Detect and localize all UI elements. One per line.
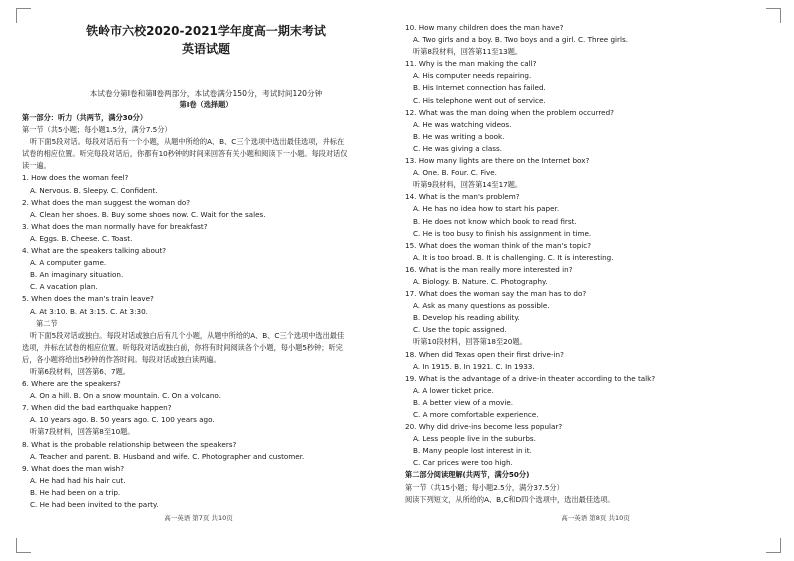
material-10: 听第10段材料，回答第18至20题。 — [413, 337, 527, 347]
question-4: 4. What are the speakers talking about? — [22, 246, 167, 256]
option-17b: B. Develop his reading ability. — [413, 313, 520, 323]
question-1: 1. How does the woman feel? — [22, 173, 129, 183]
question-8: 8. What is the probable relationship between the speakers? — [22, 439, 237, 449]
option-20b: B. Many people lost interest in it. — [413, 446, 532, 456]
option-17c: C. Use the topic assigned. — [413, 325, 507, 335]
part2-heading: 第二部分阅读理解(共两节，满分50分) — [405, 470, 530, 480]
question-16: 16. What is the man really more interested in? — [405, 264, 573, 274]
options-18: A. In 1915. B. In 1921. C. In 1933. — [413, 361, 535, 371]
question-14: 14. What is the man's problem? — [405, 192, 520, 202]
page-footer: 高一英语 第7页 共10页 — [164, 514, 233, 522]
left-column — [22, 22, 390, 511]
question-15: 15. What does the woman think of the man's topic? — [405, 240, 592, 250]
option-12c: C. He was giving a class. — [413, 143, 503, 153]
option-14a: A. He has no idea how to start his paper. — [413, 204, 560, 214]
section1-instruction: 读一遍。 — [22, 161, 51, 171]
option-9c: C. He had been invited to the party. — [30, 500, 159, 509]
question-20: 20. Why did drive-ins become less popular? — [405, 422, 563, 432]
options-7: A. 10 years ago. B. 50 years ago. C. 100 years ago. — [30, 415, 215, 425]
option-11c: C. His telephone went out of service. — [413, 95, 546, 105]
options-6: A. On a hill. B. On a snow mountain. C. On a volcano. — [30, 391, 221, 401]
material-6: 听第6段材料，回答第6、7题。 — [30, 366, 130, 376]
question-13: 13. How many lights are there on the Internet box? — [405, 156, 590, 166]
option-4b: B. An imaginary situation. — [30, 270, 124, 280]
question-5: 5. When does the man's train leave? — [22, 294, 154, 304]
option-14c: C. He is too busy to finish his assignment in time. — [413, 228, 592, 238]
question-18: 18. When did Texas open their first drive-in? — [405, 349, 564, 359]
option-20a: A. Less people live in the suburbs. — [413, 434, 536, 444]
options-13: A. One. B. Four. C. Five. — [413, 168, 497, 178]
question-6: 6. Where are the speakers? — [22, 379, 121, 389]
option-17a: A. Ask as many questions as possible. — [413, 301, 550, 311]
section2-instruction: 选项，并标在试卷的相应位置。听每段对话或独白前，你将有时间阅读各个小题，每小题5秒钟；听完 — [22, 342, 343, 352]
option-19a: A. A lower ticket price. — [413, 385, 494, 395]
question-9: 9. What does the man wish? — [22, 463, 125, 473]
question-11: 11. Why is the man making the call? — [405, 59, 537, 69]
right-column — [405, 22, 775, 506]
question-19: 19. What is the advantage of a drive-in theater according to the talk? — [405, 373, 656, 383]
options-1: A. Nervous. B. Sleepy. C. Confident. — [30, 185, 158, 195]
material-9: 听第9段材料，回答第14至17题。 — [413, 180, 523, 190]
options-2: A. Clean her shoes. B. Buy some shoes now. C. Wait for the sales. — [30, 209, 266, 219]
question-7: 7. When did the bad earthquake happen? — [22, 403, 172, 413]
options-16: A. Biology. B. Nature. C. Photography. — [413, 276, 548, 286]
question-10: 10. How many children does the man have? — [405, 23, 564, 32]
part1-heading: 第一部分：听力（共两节，满分30分） — [22, 113, 148, 122]
page-8 — [397, 0, 794, 561]
exam-title: 铁岭市六校2020-2021学年度高一期末考试 — [86, 24, 326, 38]
volume-heading: 第Ⅰ卷（选择题） — [179, 100, 233, 109]
option-11a: A. His computer needs repairing. — [413, 71, 532, 81]
option-9b: B. He had been on a trip. — [30, 487, 121, 497]
option-12b: B. He was writing a book. — [413, 131, 505, 141]
options-10: A. Two girls and a boy. B. Two boys and a girl. C. Three girls. — [413, 35, 628, 45]
section2-heading: 第二节 — [36, 318, 58, 328]
option-4a: A. A computer game. — [30, 258, 107, 268]
options-5: A. At 3:10. B. At 3:15. C. At 3:30. — [30, 306, 148, 316]
option-9a: A. He had had his hair cut. — [30, 475, 126, 485]
question-2: 2. What does the man suggest the woman do? — [22, 197, 191, 207]
option-14b: B. He does not know which book to read first. — [413, 216, 577, 226]
options-15: A. It is too broad. B. It is challenging. C. It is interesting. — [413, 252, 614, 262]
question-17: 17. What does the woman say the man has to do? — [405, 289, 587, 299]
option-20c: C. Car prices were too high. — [413, 458, 513, 468]
exam-subject: 英语试题 — [181, 42, 230, 56]
option-19b: B. A better view of a movie. — [413, 397, 514, 407]
question-3: 3. What does the man normally have for breakfast? — [22, 221, 208, 231]
option-19c: C. A more comfortable experience. — [413, 410, 539, 419]
section2-instruction: 听下面5段对话或独白。每段对话或独白后有几个小题，从题中所给的A、B、C三个选项中选出最佳 — [30, 330, 345, 340]
section1-instruction: 听下面5段对话。每段对话后有一个小题，从题中所给的A、B、C三个选项中选出最佳选项，并标在 — [30, 137, 345, 147]
option-4c: C. A vacation plan. — [30, 282, 98, 292]
options-3: A. Eggs. B. Cheese. C. Toast. — [30, 233, 133, 243]
options-8: A. Teacher and parent. B. Husband and wife. C. Photographer and customer. — [30, 451, 305, 461]
exam-intro: 本试卷分第Ⅰ卷和第Ⅱ卷两部分，本试卷满分150分，考试时间120分钟 — [89, 89, 323, 98]
part2-section1-heading: 第一节（共15小题；每小题2.5分，满分37.5分） — [405, 482, 564, 492]
question-12: 12. What was the man doing when the problem occurred? — [405, 107, 614, 117]
section2-instruction: 后，各小题将给出5秒钟的作答时间。每段对话或独白读两遍。 — [22, 354, 221, 364]
section1-heading: 第一节（共5小题；每小题1.5分，满分7.5分） — [22, 125, 172, 135]
material-8: 听第8段材料，回答第11至13题。 — [413, 47, 523, 57]
section1-instruction: 试卷的相应位置。听完每段对话后，你都有10秒钟的时间来回答有关小题和阅读下一小题。每段对话仅 — [22, 149, 348, 159]
part2-instruction: 阅读下列短文，从所给的A、B,C和D四个选项中，选出最佳选项。 — [405, 494, 615, 504]
page-footer: 高一英语 第8页 共10页 — [561, 514, 630, 522]
material-7: 听第7段材料，回答第8至10题。 — [30, 427, 135, 437]
option-11b: B. His Internet connection has failed. — [413, 83, 546, 93]
option-12a: A. He was watching videos. — [413, 119, 512, 129]
